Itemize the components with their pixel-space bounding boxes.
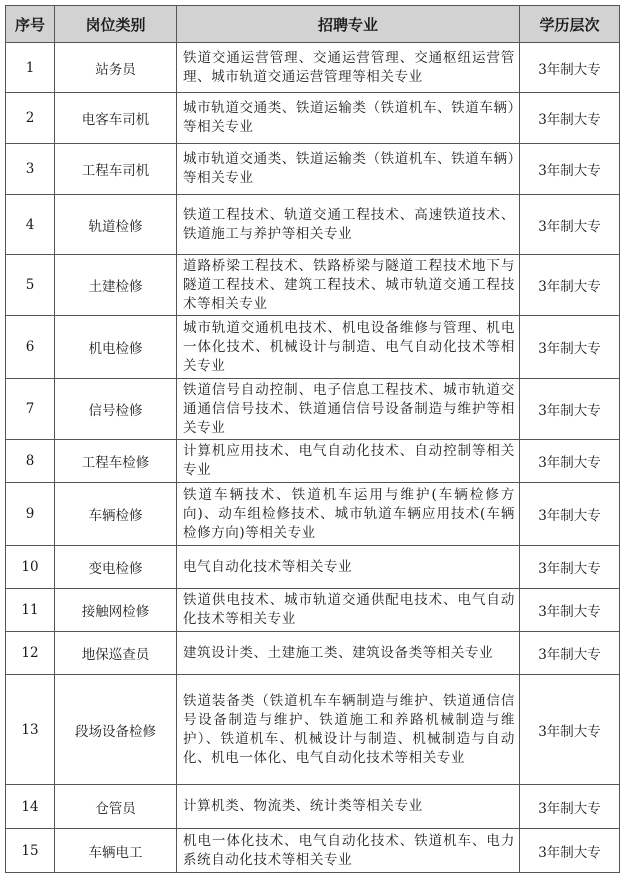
row-category: 工程车检修	[55, 440, 177, 483]
table-row	[6, 483, 620, 546]
row-category: 接触网检修	[55, 589, 177, 632]
table-row	[6, 675, 620, 785]
row-number: 14	[6, 785, 55, 829]
table-row	[6, 589, 620, 632]
row-category: 土建检修	[55, 255, 177, 316]
row-education: 3年制大专	[520, 379, 620, 440]
table-row	[6, 379, 620, 440]
row-number: 3	[6, 144, 55, 195]
row-number: 9	[6, 483, 55, 546]
row-major: 电气自动化技术等相关专业	[177, 546, 520, 589]
row-major: 机电一体化技术、电气自动化技术、铁道机车、电力系统自动化技术等相关专业	[177, 829, 520, 873]
header-category: 岗位类别	[55, 6, 177, 43]
row-category: 车辆检修	[55, 483, 177, 546]
row-education: 3年制大专	[520, 316, 620, 379]
row-education: 3年制大专	[520, 546, 620, 589]
row-education: 3年制大专	[520, 93, 620, 144]
row-number: 15	[6, 829, 55, 873]
row-category: 站务员	[55, 43, 177, 93]
row-major: 铁道装备类（铁道机车车辆制造与维护、铁道通信信号设备制造与维护、铁道施工和养路机械制造与维护）、铁道机车、机械设计与制造、机械制造与自动化、机电一体化、电气自动化技术等相关专业	[177, 675, 520, 785]
row-number: 13	[6, 675, 55, 785]
row-major: 建筑设计类、土建施工类、建筑设备类等相关专业	[177, 632, 520, 675]
row-category: 轨道检修	[55, 195, 177, 255]
row-major: 道路桥梁工程技术、铁路桥梁与隧道工程技术地下与隧道工程技术、建筑工程技术、城市轨道交通工程技术等相关专业	[177, 255, 520, 316]
row-education: 3年制大专	[520, 440, 620, 483]
row-major: 铁道信号自动控制、电子信息工程技术、城市轨道交通通信信号技术、铁道通信信号设备制造与维护等相关专业	[177, 379, 520, 440]
row-education: 3年制大专	[520, 195, 620, 255]
row-category: 仓管员	[55, 785, 177, 829]
row-category: 车辆电工	[55, 829, 177, 873]
row-education: 3年制大专	[520, 255, 620, 316]
header-row	[6, 6, 620, 43]
row-education: 3年制大专	[520, 829, 620, 873]
row-category: 段场设备检修	[55, 675, 177, 785]
row-category: 电客车司机	[55, 93, 177, 144]
row-major: 计算机类、物流类、统计类等相关专业	[177, 785, 520, 829]
row-number: 7	[6, 379, 55, 440]
row-education: 3年制大专	[520, 483, 620, 546]
row-education: 3年制大专	[520, 632, 620, 675]
header-education: 学历层次	[520, 6, 620, 43]
row-major: 铁道车辆技术、铁道机车运用与维护(车辆检修方向)、动车组检修技术、城市轨道车辆应用技术(车辆检修方向)等相关专业	[177, 483, 520, 546]
row-education: 3年制大专	[520, 144, 620, 195]
row-number: 12	[6, 632, 55, 675]
row-education: 3年制大专	[520, 43, 620, 93]
row-category: 地保巡查员	[55, 632, 177, 675]
row-major: 铁道交通运营管理、交通运营管理、交通枢纽运营管理、城市轨道交通运营管理等相关专业	[177, 43, 520, 93]
row-number: 11	[6, 589, 55, 632]
table-row	[6, 195, 620, 255]
table-row	[6, 632, 620, 675]
row-education: 3年制大专	[520, 589, 620, 632]
table-row	[6, 546, 620, 589]
row-major: 城市轨道交通类、铁道运输类（铁道机车、铁道车辆）等相关专业	[177, 93, 520, 144]
table-row	[6, 93, 620, 144]
row-number: 8	[6, 440, 55, 483]
row-major: 铁道工程技术、轨道交通工程技术、高速铁道技术、铁道施工与养护等相关专业	[177, 195, 520, 255]
recruitment-table	[5, 5, 620, 873]
row-number: 5	[6, 255, 55, 316]
row-major: 城市轨道交通机电技术、机电设备维修与管理、机电一体化技术、机械设计与制造、电气自动化技术等相关专业	[177, 316, 520, 379]
table-row	[6, 785, 620, 829]
row-category: 信号检修	[55, 379, 177, 440]
row-number: 6	[6, 316, 55, 379]
row-category: 机电检修	[55, 316, 177, 379]
row-major: 计算机应用技术、电气自动化技术、自动控制等相关专业	[177, 440, 520, 483]
row-category: 工程车司机	[55, 144, 177, 195]
row-major: 城市轨道交通类、铁道运输类（铁道机车、铁道车辆）等相关专业	[177, 144, 520, 195]
row-education: 3年制大专	[520, 675, 620, 785]
table-row	[6, 255, 620, 316]
row-major: 铁道供电技术、城市轨道交通供配电技术、电气自动化技术等相关专业	[177, 589, 520, 632]
row-number: 4	[6, 195, 55, 255]
row-number: 1	[6, 43, 55, 93]
row-category: 变电检修	[55, 546, 177, 589]
table-row	[6, 43, 620, 93]
header-major: 招聘专业	[177, 6, 520, 43]
table-row	[6, 316, 620, 379]
row-number: 10	[6, 546, 55, 589]
header-no: 序号	[6, 6, 55, 43]
table-row	[6, 144, 620, 195]
row-number: 2	[6, 93, 55, 144]
table-row	[6, 440, 620, 483]
row-education: 3年制大专	[520, 785, 620, 829]
